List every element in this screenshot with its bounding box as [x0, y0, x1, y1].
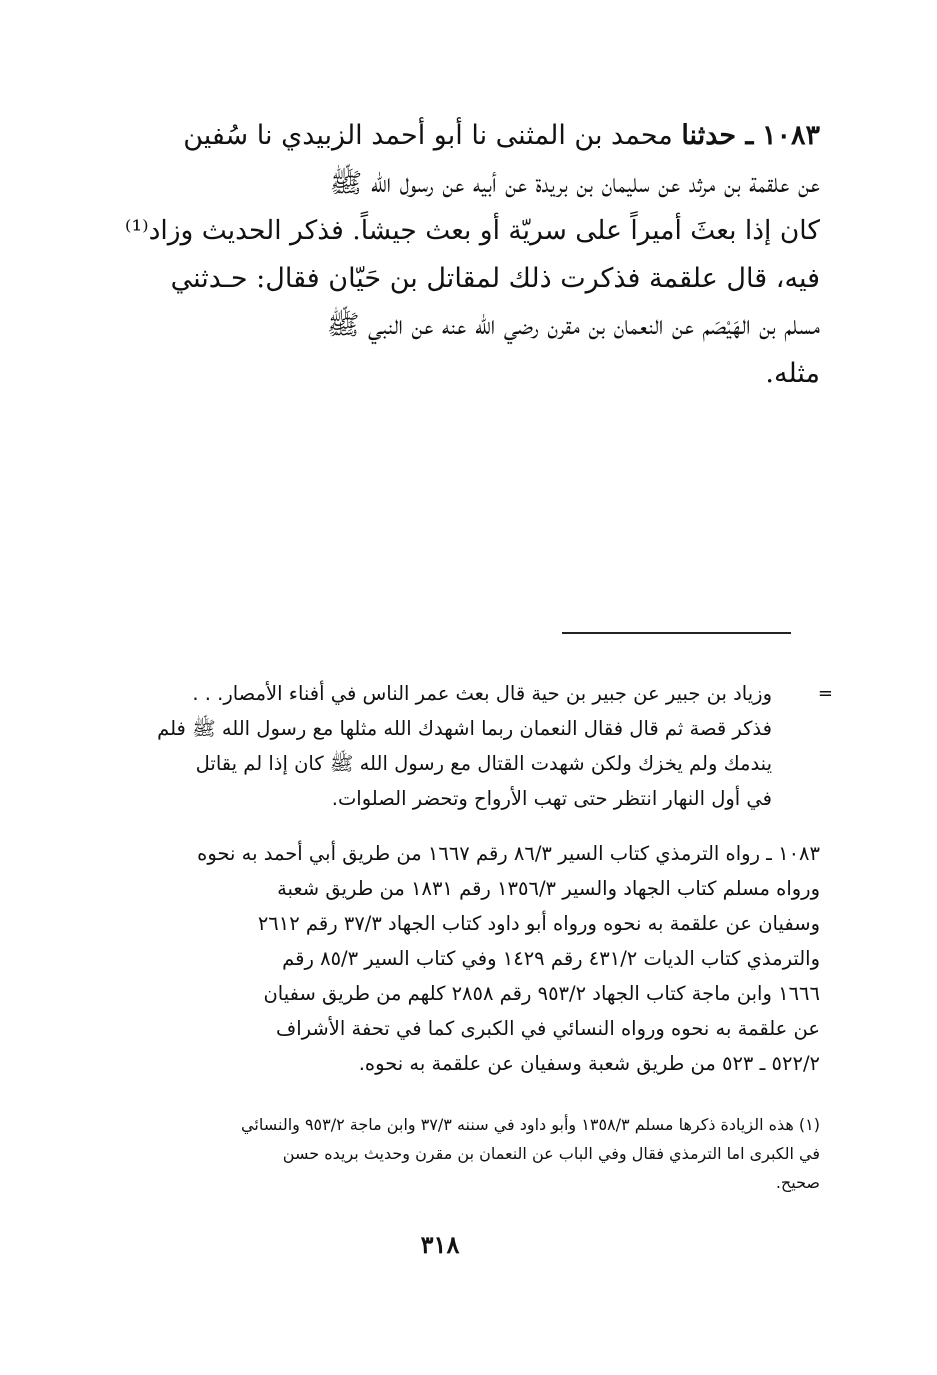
takhrij-line: عن علقمة به نحوه ورواه النسائي في الكبرى كما في تحفة الأشراف — [276, 1017, 820, 1040]
takhrij-line: ١٦٦٦ وابن ماجة كتاب الجهاد ٩٥٣/٢ رقم ٢٨٥٨ كلهم من طريق سفيان — [263, 982, 820, 1005]
note-line: في الكبرى اما الترمذي فقال وفي الباب عن النعمان بن مقرن وحديث بريده حسن — [282, 1144, 820, 1163]
takhrij-line: ١٠٨٣ ـ رواه الترمذي كتاب السير ٨٦/٣ رقم ١٦٦٧ من طريق أبي أحمد به نحوه — [197, 842, 820, 865]
hadith-line: عن علقمة بن مرثد عن سليمان بن بريدة عن أبيه عن رسول الله ﷺ — [329, 167, 820, 199]
continuation-mark: = — [817, 683, 833, 704]
hadith-text — [120, 112, 820, 397]
hadith-number: ١٠٨٣ — [761, 120, 820, 151]
takhrij-line: والترمذي كتاب الديات ٤٣١/٢ رقم ١٤٢٩ وفي كتاب السير ٨٥/٣ رقم — [282, 947, 820, 970]
note-line: صحيح. — [775, 1173, 820, 1192]
footnote-line: وزياد بن جبير عن جبير بن حية قال بعث عمر الناس في أفناء الأمصار. . . — [192, 682, 772, 705]
takhrij-line: وسفيان عن علقمة به نحوه ورواه أبو داود كتاب الجهاد ٣٧/٣ رقم ٢٦١٢ — [257, 912, 820, 935]
footnote-separator — [562, 632, 791, 634]
hadith-first-line — [120, 112, 820, 160]
takhrij-line: ورواه مسلم كتاب الجهاد والسير ١٣٥٦/٣ رقم ١٨٣١ من طريق شعبة — [277, 877, 820, 900]
footnote-line: فذكر قصة ثم قال فقال النعمان ربما اشهدك الله مثلها مع رسول الله ﷺ فلم — [157, 717, 772, 740]
page-number: ٣١٨ — [420, 1230, 460, 1259]
footnote-line: في أول النهار انتظر حتى تهب الأرواح وتحضر الصلوات. — [331, 787, 772, 810]
takhrij-line: ٥٢٢/٢ ـ ٥٢٣ من طريق شعبة وسفيان عن علقمة به نحوه. — [358, 1052, 820, 1075]
hadith-line: فيه، قال علقمة فذكرت ذلك لمقاتل بن حَيّان فقال: حـدثني — [170, 262, 820, 294]
footnote-continuation — [120, 676, 833, 816]
footnote-line: يندمك ولم يخزك ولكن شهدت القتال مع رسول الله ﷺ كان إذا لم يقاتل — [195, 752, 772, 775]
hadith-line: مثله. — [765, 357, 820, 389]
hadith-line: كان إذا بعثَ أميراً على سريّة أو بعث جيشاً. فذكر الحديث وزاد⁽¹⁾ — [124, 215, 820, 246]
note-footnote — [120, 1110, 820, 1197]
note-line: (١) هذه الزيادة ذكرها مسلم ١٣٥٨/٣ وأبو داود في سننه ٣٧/٣ وابن ماجة ٩٥٣/٢ والنسائي — [241, 1115, 820, 1134]
hadith-heading-word: ـ حدثنا — [681, 120, 754, 151]
hadith-line: محمد بن المثنى نا أبو أحمد الزبيدي نا سُفين — [183, 120, 673, 151]
takhrij-footnote — [120, 836, 820, 1081]
hadith-line: مسلم بن الهَيْصَم عن النعمان بن مقرن رضي الله عنه عن النبي ﷺ — [326, 310, 820, 341]
